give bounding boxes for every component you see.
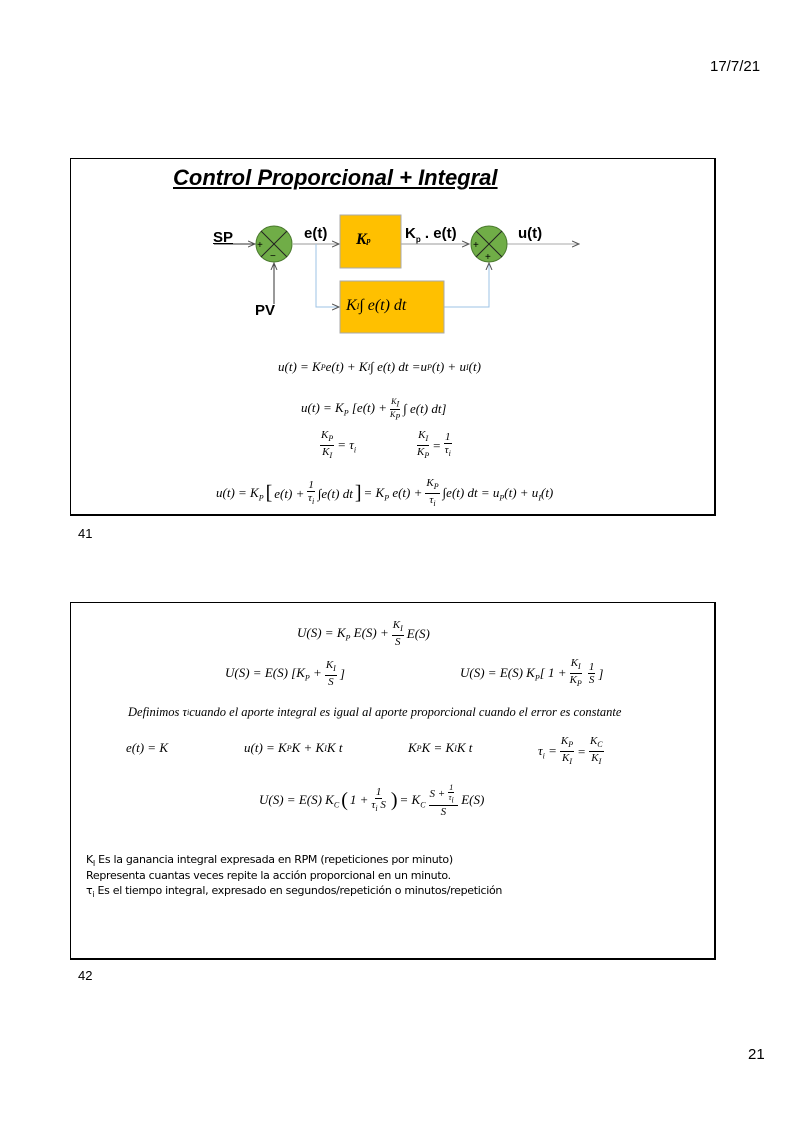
summing-junction-1 — [256, 226, 292, 262]
slide-title: Control Proporcional + Integral — [173, 165, 498, 190]
note-ki: $K_I$ Es la ganancia integral expresada en RPM (repeticiones por minuto) — [86, 853, 453, 869]
definition-text: Definimos τ i cuando el aporte integral es igual al aporte proporcional cuando el error es constante — [128, 705, 622, 719]
output-label: u(t) — [518, 225, 543, 242]
error-constant-eq: e(t) = K — [126, 740, 168, 755]
note-tau: $\tau_i$ Es el tiempo integral, expresado en segundos/repetición o minutos/repetición — [86, 884, 503, 900]
kp-block-label: K p — [356, 231, 371, 248]
slide-42 — [70, 602, 716, 960]
equation-1: u(t) = K P e(t) + K I ∫ e(t) dt =u P (t) + u I (t) — [278, 359, 481, 374]
pv-label: PV — [255, 302, 276, 319]
s2-equation-1: $U(S) = K_P$ E(S) + $\frac{K_I}{S}$ E(S) — [297, 619, 430, 649]
sum2-plus-left: + — [473, 240, 479, 251]
s2-equation-3: U(S) = E(S) $K_P$[ 1 + $\frac{K_I}{K_P}$ 1 S ] — [460, 657, 604, 689]
equation-4: $u(t) = K_P$ [ e(t) + $\frac{1}{\tau_i}$ ∫e(t) dt ] = $K_P$ e(t) + $\frac{K_P}{\tau_i}$ ∫e(t) dt = $u_P(t) + u_I(t)$ — [216, 477, 554, 509]
date: 17/7/21 — [710, 58, 761, 75]
page-number: 21 — [748, 1046, 765, 1063]
s2-equation-2: U(S) = E(S) [$K_P$ + $\frac{K_I}{S}$ ] — [225, 659, 345, 689]
block-diagram — [71, 159, 717, 517]
equation-3b: $\frac{K_I}{K_P}$ = $\frac{1}{\tau_i}$ — [417, 429, 451, 461]
equality-eq: K P K = K I K t — [408, 740, 473, 755]
slide-number-41: 41 — [78, 526, 93, 541]
slide-number-42: 42 — [78, 968, 93, 983]
summing-junction-2 — [471, 226, 507, 263]
kp-output-label: $K_p$ . e(t) — [405, 225, 457, 244]
s2-equation-4: U(S) = E(S) $K_C$ ( 1 + $\frac{1}{\tau_i S}$ ) = $K_C$ S + $\frac{1}{\tau_i}$ S E(S) — [259, 783, 485, 818]
sp-label: SP — [213, 229, 234, 246]
slide-41 — [70, 158, 716, 516]
equation-3a: $\frac{K_P}{K_I}$ = $\tau_i$ — [321, 429, 357, 461]
equation-2: $u(t) = K_P$ [e(t) + $\frac{K_I}{K_P}$ ∫ e(t) dt] — [301, 397, 447, 422]
error-label: e(t) — [304, 225, 328, 242]
tau-definition-eq: $\tau_i$ = $\frac{K_P}{K_I}$ = $\frac{K_C}{K_I}$ — [538, 735, 603, 767]
sum2-plus-bottom: + — [485, 252, 491, 263]
ki-out-line — [444, 263, 489, 307]
u-constant-eq: u(t) = K P K + K I K t — [244, 740, 343, 755]
branch-line — [316, 244, 339, 307]
ki-block-label: K I ∫ e(t) dt — [346, 297, 407, 314]
sum1-plus: + — [257, 240, 263, 251]
sum1-minus: − — [270, 251, 276, 262]
note-repetitions: Representa cuantas veces repite la acción proporcional en un minuto. — [86, 869, 451, 882]
